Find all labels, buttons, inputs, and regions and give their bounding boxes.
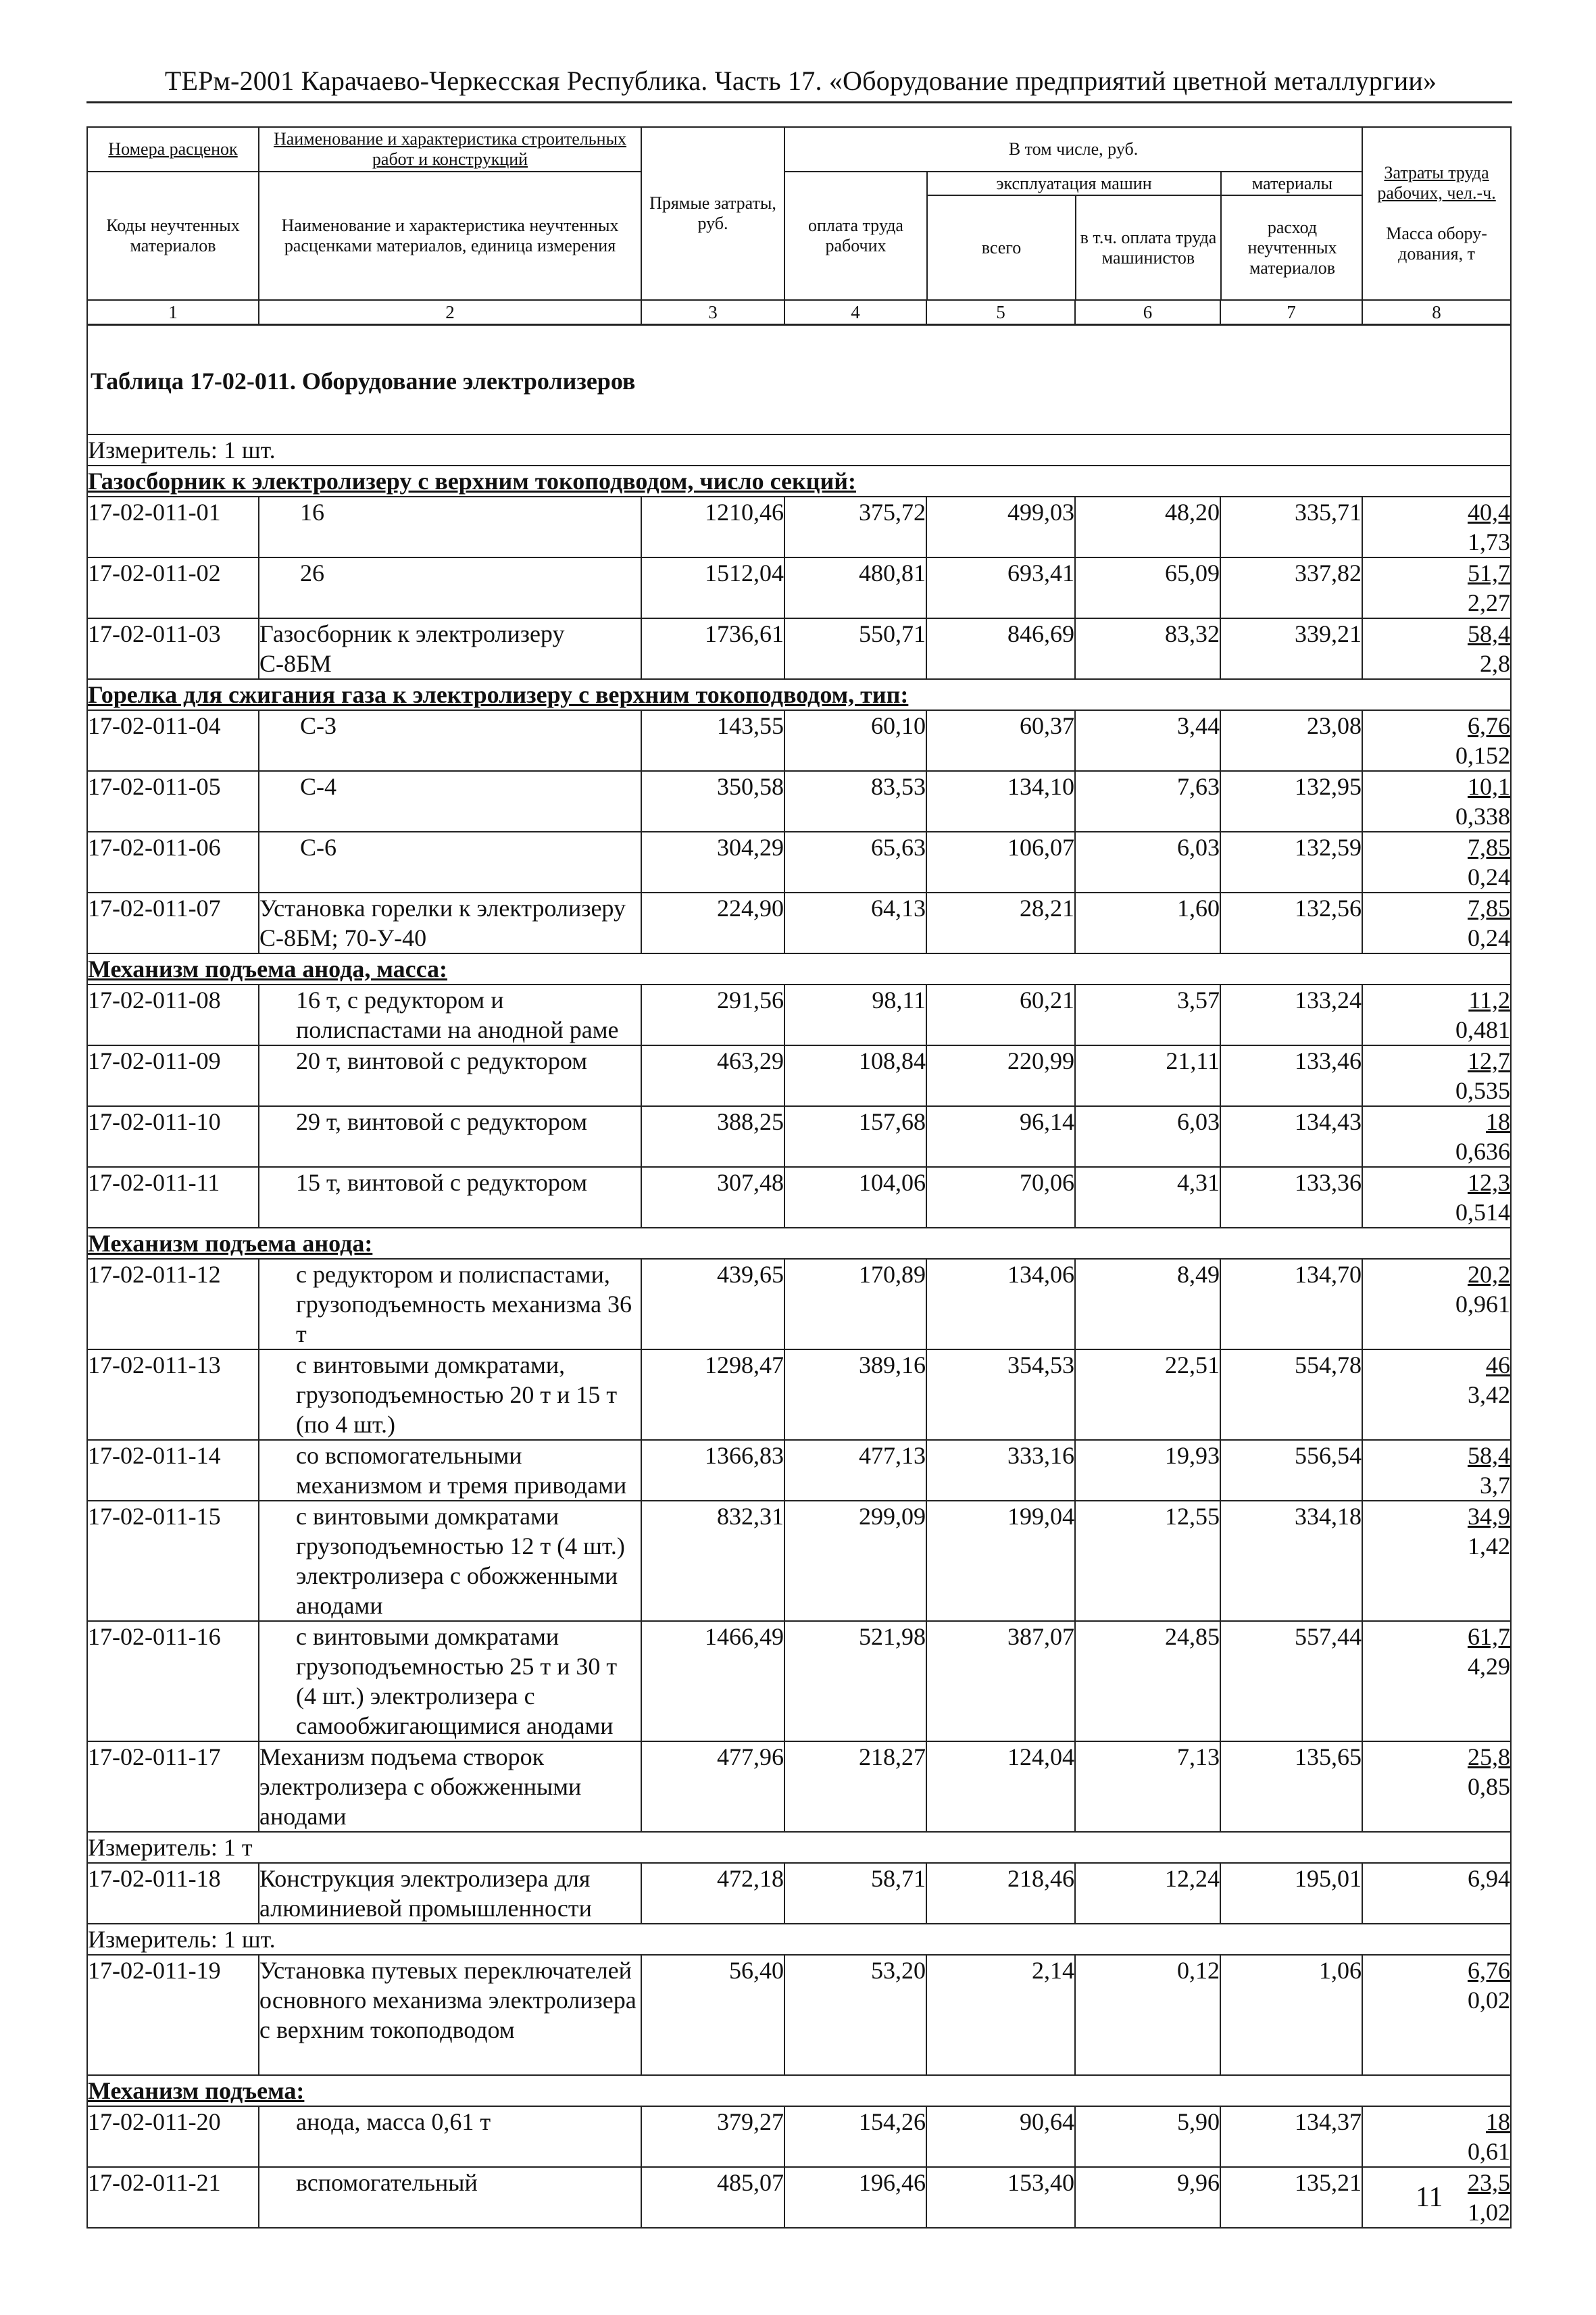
section-heading: Механизм подъема анода, масса: — [87, 953, 1511, 985]
labor-pay: 98,11 — [784, 985, 926, 1045]
col5-label: всего — [927, 195, 1076, 299]
direct-cost: 472,18 — [641, 1863, 784, 1924]
table-row — [87, 1259, 1511, 1349]
operator-pay: 7,63 — [1075, 771, 1220, 832]
labor-mass-cell — [1362, 1955, 1511, 2075]
labor-mass-cell — [1362, 1621, 1511, 1741]
machines-total: 333,16 — [926, 1440, 1075, 1501]
operator-pay: 19,93 — [1075, 1440, 1220, 1501]
equipment-mass: 4,29 — [1468, 1653, 1510, 1680]
col6-label: в т.ч. оплата труда машинистов — [1076, 195, 1221, 299]
table-row — [87, 1741, 1511, 1832]
labor-pay: 170,89 — [784, 1259, 926, 1349]
rate-code: 17-02-011-08 — [87, 985, 259, 1045]
direct-cost: 832,31 — [641, 1501, 784, 1621]
col7-label: расход неучтенных материалов — [1247, 217, 1337, 278]
materials-cost: 23,08 — [1220, 710, 1362, 771]
labor-pay: 83,53 — [784, 771, 926, 832]
table-row — [87, 710, 1511, 771]
equipment-mass: 0,152 — [1455, 742, 1510, 769]
direct-cost: 463,29 — [641, 1045, 784, 1106]
measure-unit-row: Измеритель: 1 шт. — [87, 1924, 1511, 1955]
column-number-1: 1 — [87, 300, 259, 324]
operator-pay: 6,03 — [1075, 1106, 1220, 1167]
rate-code: 17-02-011-11 — [87, 1167, 259, 1228]
direct-cost: 56,40 — [641, 1955, 784, 2075]
machines-total: 134,06 — [926, 1259, 1075, 1349]
measure-unit-row: Измеритель: 1 т — [87, 1832, 1511, 1863]
equipment-mass: 3,42 — [1468, 1381, 1510, 1408]
labor-mass-cell — [1362, 832, 1511, 893]
labor-hours: 25,8 — [1468, 1743, 1510, 1770]
work-name: с винтовыми домкратами, грузоподъемностью 20 т и 15 т (по 4 шт.) — [259, 1349, 641, 1440]
operator-pay: 9,96 — [1075, 2167, 1220, 2228]
operator-pay: 24,85 — [1075, 1621, 1220, 1741]
equipment-mass: 0,24 — [1468, 924, 1510, 951]
section-heading: Механизм подъема: — [87, 2075, 1511, 2106]
rate-code: 17-02-011-19 — [87, 1955, 259, 2075]
labor-pay: 299,09 — [784, 1501, 926, 1621]
table-row — [87, 1045, 1511, 1106]
equipment-mass: 0,636 — [1455, 1138, 1510, 1165]
table-row — [87, 2106, 1511, 2167]
materials-cost: 132,56 — [1220, 893, 1362, 953]
labor-mass-cell — [1362, 1501, 1511, 1621]
work-name: 26 — [259, 557, 641, 618]
table-row — [87, 1440, 1511, 1501]
labor-mass-cell — [1362, 985, 1511, 1045]
rate-code: 17-02-011-07 — [87, 893, 259, 953]
col1-bottom-label: Коды неучтенных материалов — [87, 172, 259, 300]
machines-label: эксплуатация машин — [927, 172, 1221, 195]
direct-cost: 477,96 — [641, 1741, 784, 1832]
materials-cost: 339,21 — [1220, 618, 1362, 679]
work-name: С-3 — [259, 710, 641, 771]
labor-pay: 104,06 — [784, 1167, 926, 1228]
labor-hours: 6,94 — [1468, 1865, 1510, 1892]
machines-total: 220,99 — [926, 1045, 1075, 1106]
materials-cost: 557,44 — [1220, 1621, 1362, 1741]
column-number-2: 2 — [259, 300, 641, 324]
col2-top-label: Наименование и характеристика строительных работ и конструкций — [259, 127, 641, 172]
operator-pay: 6,03 — [1075, 832, 1220, 893]
rate-code: 17-02-011-13 — [87, 1349, 259, 1440]
column-header-table — [86, 126, 1512, 325]
labor-pay: 480,81 — [784, 557, 926, 618]
work-name: с винтовыми домкратами грузоподъемностью 25 т и 30 т (4 шт.) электролизера с самообжигающимися анодами — [259, 1621, 641, 1741]
labor-pay: 65,63 — [784, 832, 926, 893]
labor-mass-cell — [1362, 1106, 1511, 1167]
equipment-mass: 0,338 — [1455, 803, 1510, 830]
operator-pay: 12,55 — [1075, 1501, 1220, 1621]
section-heading: Механизм подъема анода: — [87, 1228, 1511, 1259]
machines-total: 387,07 — [926, 1621, 1075, 1741]
direct-cost: 224,90 — [641, 893, 784, 953]
labor-pay: 60,10 — [784, 710, 926, 771]
col2-bottom-label: Наименование и характеристика неучтенных расценками материалов, единица измерения — [259, 172, 641, 300]
labor-pay: 218,27 — [784, 1741, 926, 1832]
equipment-mass: 1,42 — [1468, 1533, 1510, 1560]
labor-hours: 6,76 — [1468, 712, 1510, 739]
work-name: анода, масса 0,61 т — [259, 2106, 641, 2167]
operator-pay: 21,11 — [1075, 1045, 1220, 1106]
work-name: с редуктором и полиспастами, грузоподъемность механизма 36 т — [259, 1259, 641, 1349]
work-name: Установка путевых переключателей основного механизма электролизера с верхним токоподводом — [259, 1955, 641, 2075]
table-row — [87, 557, 1511, 618]
direct-cost: 388,25 — [641, 1106, 784, 1167]
equipment-mass: 0,85 — [1468, 1773, 1510, 1800]
equipment-mass: 0,535 — [1455, 1077, 1510, 1104]
direct-cost: 1210,46 — [641, 497, 784, 557]
direct-cost: 143,55 — [641, 710, 784, 771]
direct-cost: 379,27 — [641, 2106, 784, 2167]
col1-top-label: Номера расценок — [87, 127, 259, 172]
table-row — [87, 1863, 1511, 1924]
rate-code: 17-02-011-03 — [87, 618, 259, 679]
materials-cost: 133,46 — [1220, 1045, 1362, 1106]
col3-label: Прямые затраты, руб. — [641, 127, 784, 300]
machines-total: 2,14 — [926, 1955, 1075, 2075]
materials-cost: 134,43 — [1220, 1106, 1362, 1167]
direct-cost: 485,07 — [641, 2167, 784, 2228]
labor-mass-cell — [1362, 497, 1511, 557]
column-number-5: 5 — [926, 300, 1075, 324]
table-row — [87, 1501, 1511, 1621]
materials-cost: 132,95 — [1220, 771, 1362, 832]
labor-pay: 521,98 — [784, 1621, 926, 1741]
group-label: В том числе, руб. — [784, 127, 1362, 172]
work-name: Газосборник к электролизеру С-8БМ — [259, 618, 641, 679]
work-name: 20 т, винтовой с редуктором — [259, 1045, 641, 1106]
header-rule — [86, 101, 1512, 103]
machines-total: 199,04 — [926, 1501, 1075, 1621]
materials-cost: 133,24 — [1220, 985, 1362, 1045]
labor-hours: 34,9 — [1468, 1503, 1510, 1530]
operator-pay: 83,32 — [1075, 618, 1220, 679]
rate-code: 17-02-011-16 — [87, 1621, 259, 1741]
labor-mass-cell — [1362, 893, 1511, 953]
page-number: 11 — [1416, 2182, 1443, 2213]
machines-total: 90,64 — [926, 2106, 1075, 2167]
operator-pay: 3,57 — [1075, 985, 1220, 1045]
column-number-7: 7 — [1220, 300, 1362, 324]
equipment-mass: 0,24 — [1468, 864, 1510, 891]
operator-pay: 48,20 — [1075, 497, 1220, 557]
rate-code: 17-02-011-01 — [87, 497, 259, 557]
rates-table — [86, 324, 1512, 2229]
work-name: Установка горелки к электролизеру С-8БМ; 70-У-40 — [259, 893, 641, 953]
work-name: вспомогательный — [259, 2167, 641, 2228]
work-name: с винтовыми домкратами грузоподъемностью 12 т (4 шт.) электролизера с обожженными анодами — [259, 1501, 641, 1621]
labor-hours: 6,76 — [1468, 1957, 1510, 1984]
labor-mass-cell — [1362, 618, 1511, 679]
rate-code: 17-02-011-04 — [87, 710, 259, 771]
work-name: С-6 — [259, 832, 641, 893]
table-title: Таблица 17-02-011. Оборудование электролизеров — [87, 325, 1511, 434]
equipment-mass: 0,481 — [1455, 1016, 1510, 1043]
labor-pay: 196,46 — [784, 2167, 926, 2228]
labor-hours: 12,3 — [1468, 1169, 1510, 1196]
machines-total: 693,41 — [926, 557, 1075, 618]
labor-hours: 58,4 — [1468, 1442, 1510, 1469]
table-row — [87, 1106, 1511, 1167]
work-name: 16 т, с редуктором и полиспастами на анодной раме — [259, 985, 641, 1045]
table-row — [87, 618, 1511, 679]
operator-pay: 0,12 — [1075, 1955, 1220, 2075]
work-name: С-4 — [259, 771, 641, 832]
column-number-4: 4 — [784, 300, 926, 324]
labor-hours: 12,7 — [1468, 1047, 1510, 1074]
materials-cost: 132,59 — [1220, 832, 1362, 893]
labor-mass-cell — [1362, 1863, 1511, 1924]
labor-hours: 46 — [1486, 1351, 1510, 1378]
labor-pay: 389,16 — [784, 1349, 926, 1440]
materials-cost: 135,21 — [1220, 2167, 1362, 2228]
table-row — [87, 1955, 1511, 2075]
labor-hours: 10,1 — [1468, 773, 1510, 800]
section-heading: Горелка для сжигания газа к электролизеру с верхним токоподводом, тип: — [87, 679, 1511, 710]
materials-cost: 135,65 — [1220, 1741, 1362, 1832]
materials-cost: 133,36 — [1220, 1167, 1362, 1228]
labor-hours: 40,4 — [1468, 499, 1510, 526]
col8-top-label: Затраты труда рабочих, чел.-ч. Масса обору-дования, т — [1362, 127, 1511, 300]
machines-total: 60,37 — [926, 710, 1075, 771]
labor-pay: 58,71 — [784, 1863, 926, 1924]
operator-pay: 65,09 — [1075, 557, 1220, 618]
materials-cost: 554,78 — [1220, 1349, 1362, 1440]
labor-mass-cell — [1362, 1045, 1511, 1106]
rate-code: 17-02-011-17 — [87, 1741, 259, 1832]
machines-total: 354,53 — [926, 1349, 1075, 1440]
direct-cost: 350,58 — [641, 771, 784, 832]
direct-cost: 304,29 — [641, 832, 784, 893]
operator-pay: 3,44 — [1075, 710, 1220, 771]
labor-pay: 154,26 — [784, 2106, 926, 2167]
table-row — [87, 771, 1511, 832]
labor-mass-cell — [1362, 1741, 1511, 1832]
equipment-mass: 2,27 — [1468, 589, 1510, 616]
direct-cost: 307,48 — [641, 1167, 784, 1228]
direct-cost: 1512,04 — [641, 557, 784, 618]
labor-hours: 61,7 — [1468, 1623, 1510, 1650]
materials-cost: 134,37 — [1220, 2106, 1362, 2167]
materials-label: материалы — [1221, 172, 1363, 195]
labor-hours: 7,85 — [1468, 895, 1510, 922]
work-name: 15 т, винтовой с редуктором — [259, 1167, 641, 1228]
operator-pay: 12,24 — [1075, 1863, 1220, 1924]
direct-cost: 1736,61 — [641, 618, 784, 679]
table-row — [87, 2167, 1511, 2228]
labor-mass-cell — [1362, 557, 1511, 618]
materials-cost: 1,06 — [1220, 1955, 1362, 2075]
labor-mass-cell — [1362, 771, 1511, 832]
labor-hours: 11,2 — [1468, 987, 1510, 1014]
equipment-mass: 0,02 — [1468, 1987, 1510, 2014]
work-name: Конструкция электролизера для алюминиевой промышленности — [259, 1863, 641, 1924]
col4-label: оплата труда рабочих — [785, 172, 927, 299]
machines-total: 70,06 — [926, 1167, 1075, 1228]
labor-pay: 64,13 — [784, 893, 926, 953]
labor-mass-cell — [1362, 2106, 1511, 2167]
table-row — [87, 497, 1511, 557]
table-row — [87, 832, 1511, 893]
equipment-mass: 2,8 — [1480, 650, 1510, 677]
operator-pay: 22,51 — [1075, 1349, 1220, 1440]
machines-total: 134,10 — [926, 771, 1075, 832]
rate-code: 17-02-011-21 — [87, 2167, 259, 2228]
materials-cost: 335,71 — [1220, 497, 1362, 557]
rate-code: 17-02-011-12 — [87, 1259, 259, 1349]
machines-total: 153,40 — [926, 2167, 1075, 2228]
labor-hours: 18 — [1486, 2108, 1510, 2135]
labor-hours: 58,4 — [1468, 620, 1510, 647]
labor-mass-cell — [1362, 1259, 1511, 1349]
table-row — [87, 1167, 1511, 1228]
column-number-row — [87, 300, 1511, 324]
materials-cost: 337,82 — [1220, 557, 1362, 618]
machines-total: 106,07 — [926, 832, 1075, 893]
materials-cost: 334,18 — [1220, 1501, 1362, 1621]
labor-hours: 18 — [1486, 1108, 1510, 1135]
labor-hours: 23,5 — [1468, 2169, 1510, 2196]
column-number-6: 6 — [1075, 300, 1220, 324]
labor-hours: 7,85 — [1468, 834, 1510, 861]
rate-code: 17-02-011-05 — [87, 771, 259, 832]
machines-total: 218,46 — [926, 1863, 1075, 1924]
operator-pay: 5,90 — [1075, 2106, 1220, 2167]
equipment-mass: 3,7 — [1480, 1472, 1510, 1499]
direct-cost: 1366,83 — [641, 1440, 784, 1501]
operator-pay: 1,60 — [1075, 893, 1220, 953]
labor-hours: 20,2 — [1468, 1261, 1510, 1288]
work-name: Механизм подъема створок электролизера с обожженными анодами — [259, 1741, 641, 1832]
rate-code: 17-02-011-14 — [87, 1440, 259, 1501]
table-row — [87, 893, 1511, 953]
equipment-mass: 0,61 — [1468, 2138, 1510, 2165]
column-number-3: 3 — [641, 300, 784, 324]
equipment-mass: 0,961 — [1455, 1291, 1510, 1318]
table-row — [87, 1349, 1511, 1440]
operator-pay: 4,31 — [1075, 1167, 1220, 1228]
materials-cost: 134,70 — [1220, 1259, 1362, 1349]
rate-code: 17-02-011-18 — [87, 1863, 259, 1924]
machines-total: 124,04 — [926, 1741, 1075, 1832]
materials-cost: 195,01 — [1220, 1863, 1362, 1924]
direct-cost: 1298,47 — [641, 1349, 784, 1440]
operator-pay: 8,49 — [1075, 1259, 1220, 1349]
labor-pay: 375,72 — [784, 497, 926, 557]
labor-pay: 108,84 — [784, 1045, 926, 1106]
rate-code: 17-02-011-10 — [87, 1106, 259, 1167]
column-number-8: 8 — [1362, 300, 1511, 324]
machines-total: 28,21 — [926, 893, 1075, 953]
table-row — [87, 1621, 1511, 1741]
materials-cost: 556,54 — [1220, 1440, 1362, 1501]
table-row — [87, 985, 1511, 1045]
work-name: 29 т, винтовой с редуктором — [259, 1106, 641, 1167]
rate-code: 17-02-011-06 — [87, 832, 259, 893]
labor-pay: 477,13 — [784, 1440, 926, 1501]
page-header: ТЕРм-2001 Карачаево-Черкесская Республика. Часть 17. «Оборудование предприятий цветной металлургии» — [164, 66, 1437, 96]
rate-code: 17-02-011-09 — [87, 1045, 259, 1106]
equipment-mass: 1,73 — [1468, 528, 1510, 555]
rate-code: 17-02-011-15 — [87, 1501, 259, 1621]
labor-mass-cell — [1362, 1167, 1511, 1228]
labor-pay: 157,68 — [784, 1106, 926, 1167]
labor-hours: 51,7 — [1468, 559, 1510, 587]
labor-mass-cell — [1362, 1440, 1511, 1501]
labor-pay: 550,71 — [784, 618, 926, 679]
equipment-mass: 0,514 — [1455, 1199, 1510, 1226]
machines-total: 60,21 — [926, 985, 1075, 1045]
direct-cost: 1466,49 — [641, 1621, 784, 1741]
equipment-mass: 1,02 — [1468, 2199, 1510, 2226]
rate-code: 17-02-011-02 — [87, 557, 259, 618]
labor-mass-cell — [1362, 710, 1511, 771]
operator-pay: 7,13 — [1075, 1741, 1220, 1832]
section-heading: Газосборник к электролизеру с верхним токоподводом, число секций: — [87, 466, 1511, 497]
direct-cost: 439,65 — [641, 1259, 784, 1349]
measure-unit-row: Измеритель: 1 шт. — [87, 434, 1511, 466]
rate-code: 17-02-011-20 — [87, 2106, 259, 2167]
machines-total: 96,14 — [926, 1106, 1075, 1167]
machines-total: 499,03 — [926, 497, 1075, 557]
direct-cost: 291,56 — [641, 985, 784, 1045]
work-name: со вспомогательными механизмом и тремя приводами — [259, 1440, 641, 1501]
machines-total: 846,69 — [926, 618, 1075, 679]
work-name: 16 — [259, 497, 641, 557]
labor-mass-cell — [1362, 1349, 1511, 1440]
labor-pay: 53,20 — [784, 1955, 926, 2075]
